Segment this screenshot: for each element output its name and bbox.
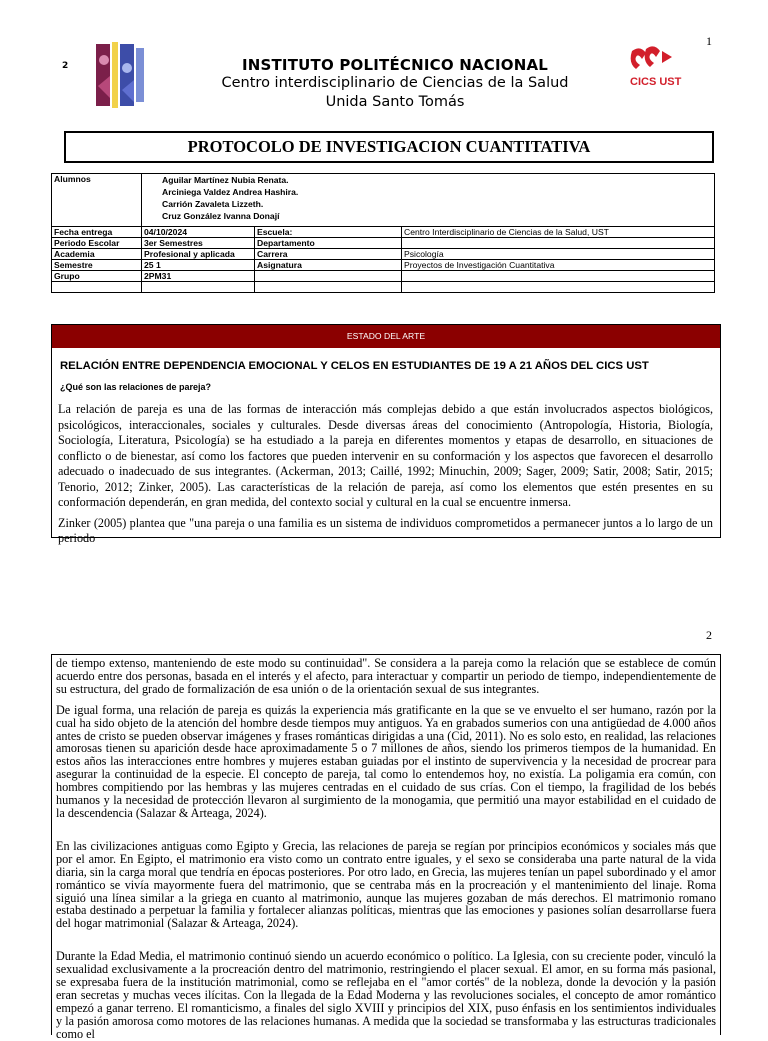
alumnos-label: Alumnos <box>52 174 142 227</box>
ipn-logo <box>90 40 150 112</box>
row-label: Fecha entrega <box>52 227 142 238</box>
student-name: Carrión Zavaleta Lizzeth. <box>162 199 264 209</box>
table-row <box>52 227 715 238</box>
row-label-2 <box>255 282 402 293</box>
section-header-bar: ESTADO DEL ARTE <box>52 325 720 348</box>
state-of-art-section <box>51 324 721 545</box>
student-name: Cruz González Ivanna Donají <box>162 211 280 221</box>
students-cell <box>142 174 715 227</box>
page-number-2: 2 <box>706 628 712 642</box>
research-title: RELACIÓN ENTRE DEPENDENCIA EMOCIONAL Y CELOS EN ESTUDIANTES DE 19 A 21 AÑOS DEL CICS UST <box>60 360 649 372</box>
header-badge-number: 2 <box>62 61 69 71</box>
cics-logo-text: CICS UST <box>630 76 682 88</box>
student-info-table <box>51 173 715 293</box>
row-value-2: Proyectos de Investigación Cuantitativa <box>402 260 715 271</box>
row-value-2: Centro Interdisciplinario de Ciencias de la Salud, UST <box>402 227 715 238</box>
table-row <box>52 174 715 227</box>
paragraph: Zinker (2005) plantea que "una pareja o una familia es un sistema de individuos comprometidos a permanecer juntos a lo largo de un periodo <box>58 515 713 545</box>
protocol-title: PROTOCOLO DE INVESTIGACION CUANTITATIVA <box>64 131 714 163</box>
row-label-2: Escuela: <box>255 227 402 238</box>
row-label: Semestre <box>52 260 142 271</box>
paragraph: En las civilizaciones antiguas como Egipto y Grecia, las relaciones de pareja se regían por principios económicos y sociales más que por el amor. En Egipto, el matrimonio era visto como un contrato entre iguales, y el sexo se consideraba una parte natural de la vida diaria, sin la carga moral que tendría en épocas posteriores. Por otro lado, en Grecia, las mujeres tenían un papel subordinado y el amor romántico se vivía mayormente fuera del matrimonio, que se centraba más en la procreación y el mantenimiento del linaje. Roma siguió una línea similar a la griega en cuanto al matrimonio, aunque las mujeres gozaban de más derechos. El matrimonio romano estaba destinado a perpetuar la familia y fortalecer alianzas políticas, mientras que las emociones y pasiones solían desarrollarse fuera del hogar matrimonial (Salazar & Arteaga, 2024). <box>56 838 716 931</box>
paragraph: De igual forma, una relación de pareja es quizás la experiencia más gratificante en la que se ve envuelto el ser humano, razón por la cual ha sido objeto de la atención del hombre desde tiempos muy antiguos. Ya en grabados sumerios con una antigüedad de 4.000 años antes de cristo se pueden observar imágenes y frases románticas dirigidas a una (Cid, 2011). No es solo esto, en realidad, las relaciones amorosas tienen su aparición desde hace aproximadamente 5 o 7 millones de años, siendo los primeros tiempos de la humanidad. En estos años las interacciones entre hombres y mujeres estaban guiadas por el instinto de supervivencia y la necesidad de procrear para asegurar la continuidad de la especie. El concepto de pareja, tal como lo entendemos hoy, no existía. La poligamia era común, con hombres compitiendo por las hembras y las mujeres centradas en el cuidado de sus crías. Con el tiempo, la fragilidad de los bebés humanos y la necesidad de protección llevaron al surgimiento de la monogamia, que permitió una mayor estabilidad en el cuidado de la descendencia (Salazar & Arteaga, 2024). <box>56 702 716 820</box>
row-label <box>52 282 142 293</box>
row-label: Academia <box>52 249 142 260</box>
row-label: Grupo <box>52 271 142 282</box>
paragraph: La relación de pareja es una de las formas de interacción más complejas debido a que están involucrados aspectos biológicos, psicológicos, interaccionales, sociales y culturales. Desde diversas áreas del conocimiento (Antropología, Historia, Biología, Sociología, Literatura, Psicología) se ha estudiado a la pareja en diferentes momentos y etapas de desarrollo, en situaciones de conflicto o de bienestar, así como los factores que pueden intervenir en su conformación y los aspectos que favorecen el desarrollo adecuado o inadecuado de sus integrantes. (Ackerman, 2013; Caillé, 1992; Minuchin, 2009; Sager, 2009; Satir, 2008; Satir, 2015; Tenorio, 2012; Zinker, 2005). Las características de la relación de pareja, así como los elementos que estén presentes en su conformación dependerán, en gran medida, del contexto social y cultural en la cual se encuentre inmersa. <box>58 402 713 509</box>
table-row <box>52 271 715 282</box>
row-label: Periodo Escolar <box>52 238 142 249</box>
row-value: 25 1 <box>142 260 255 271</box>
row-label-2: Asignatura <box>255 260 402 271</box>
paragraph: Durante la Edad Media, el matrimonio continuó siendo un acuerdo económico o político. La Iglesia, con su creciente poder, vinculó la sexualidad exclusivamente a la procreación dentro del matrimonio, restringiendo el placer sexual. El amor, en su forma más pasional, se expresaba fuera de la institución matrimonial, como se reflejaba en el "amor cortés" de la nobleza, donde la devoción y la pasión eran secretas y muchas veces ilícitas. Con la llegada de la Edad Moderna y las revoluciones sociales, el concepto de amor romántico empezó a ganar terreno. El romanticismo, a finales del siglo XVIII y principios del XIX, puso énfasis en los sentimientos individuales y la pasión amorosa como motores de las relaciones humanas. A medida que la sociedad se transformaba y las estructuras tradicionales como el <box>56 949 716 1041</box>
row-value <box>142 282 255 293</box>
page-number: 1 <box>706 34 712 48</box>
row-value-2: Psicología <box>402 249 715 260</box>
table-row <box>52 249 715 260</box>
row-value: 04/10/2024 <box>142 227 255 238</box>
row-value: 2PM31 <box>142 271 255 282</box>
paragraph: de tiempo extenso, manteniendo de este modo su continuidad". Se considera a la pareja como la relación que se establece de común acuerdo entre dos personas, basada en el interés y el afecto, para interactuar y compartir un periodo de tiempo, independientemente de su estructura, del grado de formalización de esa unión o de la orientación sexual de sus integrantes. <box>56 656 716 696</box>
student-name: Aguilar Martínez Nubia Renata. <box>162 175 289 185</box>
row-value-2 <box>402 238 715 249</box>
row-value-2 <box>402 271 715 282</box>
row-label-2 <box>255 271 402 282</box>
unit-name: Unida Santo Tomás <box>325 94 465 110</box>
center-name: Centro interdisciplinario de Ciencias de la Salud <box>221 75 569 91</box>
row-value-2 <box>402 282 715 293</box>
row-label-2: Departamento <box>255 238 402 249</box>
student-name: Arciniega Valdez Andrea Hashira. <box>162 187 299 197</box>
institution-name: INSTITUTO POLITÉCNICO NACIONAL <box>241 56 549 74</box>
cics-logo <box>628 45 682 89</box>
row-value: 3er Semestres <box>142 238 255 249</box>
row-label-2: Carrera <box>255 249 402 260</box>
row-value: Profesional y aplicada <box>142 249 255 260</box>
page2-content <box>51 654 721 1041</box>
table-row <box>52 260 715 271</box>
section-question: ¿Qué son las relaciones de pareja? <box>60 382 212 392</box>
table-row <box>52 238 715 249</box>
table-row <box>52 282 715 293</box>
